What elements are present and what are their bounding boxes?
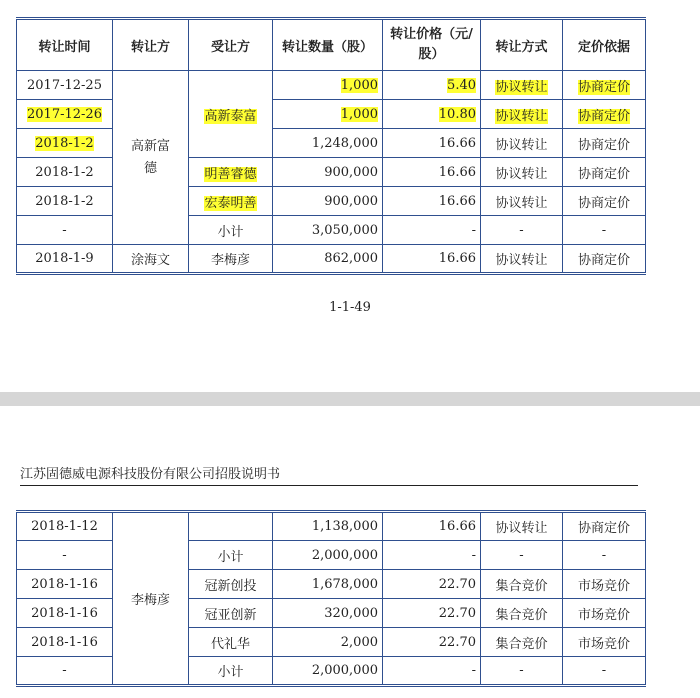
cell-date: 2018-1-2: [17, 158, 113, 187]
cell-transferee: 李梅彦: [189, 245, 273, 274]
table-row: [17, 570, 646, 599]
transferee-group-label: 高新泰富: [204, 108, 257, 124]
header-date: 转让时间: [17, 19, 113, 71]
cell-price: -: [383, 216, 481, 245]
share-transfer-table-bottom: [16, 510, 646, 687]
cell-date: 2018-1-12: [17, 512, 113, 541]
cell-method: 集合竞价: [481, 599, 563, 628]
cell-price: 22.70: [383, 570, 481, 599]
cell-quantity: 1,138,000: [273, 512, 383, 541]
cell-basis: [563, 71, 646, 100]
cell-price: -: [383, 657, 481, 686]
cell-date: 2018-1-16: [17, 570, 113, 599]
cell-method: -: [481, 541, 563, 570]
quantity-value: 1,000: [340, 106, 378, 122]
cell-transferee: 小计: [189, 541, 273, 570]
cell-method: 集合竞价: [481, 628, 563, 657]
cell-quantity: 2,000,000: [273, 541, 383, 570]
cell-transferee-group: [189, 71, 273, 158]
cell-price: 16.66: [383, 158, 481, 187]
cell-transferee: 小计: [189, 216, 273, 245]
cell-basis: 协商定价: [563, 512, 646, 541]
cell-method: -: [481, 216, 563, 245]
table-row-subtotal: [17, 216, 646, 245]
table-row: [17, 512, 646, 541]
cell-basis: -: [563, 541, 646, 570]
basis-value: 协商定价: [577, 79, 630, 95]
cell-price: 22.70: [383, 628, 481, 657]
cell-quantity: 320,000: [273, 599, 383, 628]
cell-date: 2017-12-25: [17, 71, 113, 100]
page-gap: [0, 392, 700, 406]
cell-date: -: [17, 657, 113, 686]
transferee-value: 明善睿德: [204, 166, 257, 182]
cell-quantity: [273, 100, 383, 129]
cell-method: 协议转让: [481, 129, 563, 158]
cell-method: [481, 71, 563, 100]
cell-transferee: [189, 187, 273, 216]
cell-price: 22.70: [383, 599, 481, 628]
cell-quantity: 3,050,000: [273, 216, 383, 245]
cell-price: -: [383, 541, 481, 570]
table-header-row: [17, 19, 646, 71]
cell-basis: -: [563, 216, 646, 245]
table-row: [17, 187, 646, 216]
method-value: 协议转让: [495, 108, 548, 124]
page-number: 1-1-49: [329, 300, 371, 315]
cell-price: [383, 71, 481, 100]
cell-transferee: 冠亚创新: [189, 599, 273, 628]
cell-basis: -: [563, 657, 646, 686]
cell-method: 协议转让: [481, 158, 563, 187]
cell-quantity: 2,000: [273, 628, 383, 657]
table-row: [17, 129, 646, 158]
cell-date: [17, 100, 113, 129]
price-value: 10.80: [438, 106, 476, 122]
table-row: [17, 71, 646, 100]
cell-basis: 市场竞价: [563, 628, 646, 657]
cell-transferor-group: 李梅彦: [113, 512, 189, 686]
cell-price: 16.66: [383, 512, 481, 541]
method-value: 协议转让: [495, 79, 548, 95]
cell-method: 协议转让: [481, 245, 563, 274]
cell-date: 2018-1-9: [17, 245, 113, 274]
quantity-value: 1,000: [340, 77, 378, 93]
share-transfer-table-top: [16, 17, 646, 275]
cell-price: 16.66: [383, 187, 481, 216]
header-basis: 定价依据: [563, 19, 646, 71]
cell-date: 2018-1-2: [17, 187, 113, 216]
document-header: 江苏固德威电源科技股份有限公司招股说明书: [20, 463, 638, 486]
cell-quantity: 900,000: [273, 187, 383, 216]
cell-transferee: 代礼华: [189, 628, 273, 657]
cell-price: [383, 100, 481, 129]
cell-basis: 协商定价: [563, 187, 646, 216]
price-value: 5.40: [447, 77, 476, 93]
date-value: 2018-1-2: [35, 135, 94, 151]
page-bottom: [0, 406, 700, 698]
cell-quantity: 1,248,000: [273, 129, 383, 158]
cell-method: 协议转让: [481, 187, 563, 216]
cell-date: -: [17, 541, 113, 570]
date-value: 2017-12-26: [27, 106, 102, 122]
cell-method: 集合竞价: [481, 570, 563, 599]
cell-basis: [563, 100, 646, 129]
table-row: [17, 245, 646, 274]
header-transferee: 受让方: [189, 19, 273, 71]
cell-transferee: 小计: [189, 657, 273, 686]
header-transferor: 转让方: [113, 19, 189, 71]
table-row-subtotal: [17, 541, 646, 570]
cell-date: [17, 129, 113, 158]
table-row: [17, 158, 646, 187]
cell-basis: 协商定价: [563, 158, 646, 187]
basis-value: 协商定价: [577, 108, 630, 124]
cell-transferor-group: [113, 71, 189, 245]
cell-quantity: 900,000: [273, 158, 383, 187]
cell-transferee: [189, 512, 273, 541]
table-row: [17, 100, 646, 129]
cell-date: 2018-1-16: [17, 628, 113, 657]
table-row: [17, 628, 646, 657]
cell-date: -: [17, 216, 113, 245]
header-method: 转让方式: [481, 19, 563, 71]
cell-method: 协议转让: [481, 512, 563, 541]
cell-transferee: 冠新创投: [189, 570, 273, 599]
cell-quantity: [273, 71, 383, 100]
cell-price: 16.66: [383, 129, 481, 158]
table-row: [17, 599, 646, 628]
cell-basis: 市场竞价: [563, 599, 646, 628]
cell-basis: 市场竞价: [563, 570, 646, 599]
cell-basis: 协商定价: [563, 245, 646, 274]
cell-transferee: [189, 158, 273, 187]
cell-method: [481, 100, 563, 129]
cell-transferor: 涂海文: [113, 245, 189, 274]
transferee-value: 宏泰明善: [204, 195, 257, 211]
header-price: 转让价格（元/股）: [383, 19, 481, 71]
cell-basis: 协商定价: [563, 129, 646, 158]
cell-date: 2018-1-16: [17, 599, 113, 628]
header-quantity: 转让数量（股）: [273, 19, 383, 71]
table-row-subtotal: [17, 657, 646, 686]
cell-method: -: [481, 657, 563, 686]
cell-quantity: 1,678,000: [273, 570, 383, 599]
transferor-group-label: 高新富德: [130, 138, 170, 176]
cell-price: 16.66: [383, 245, 481, 274]
cell-quantity: 862,000: [273, 245, 383, 274]
cell-quantity: 2,000,000: [273, 657, 383, 686]
